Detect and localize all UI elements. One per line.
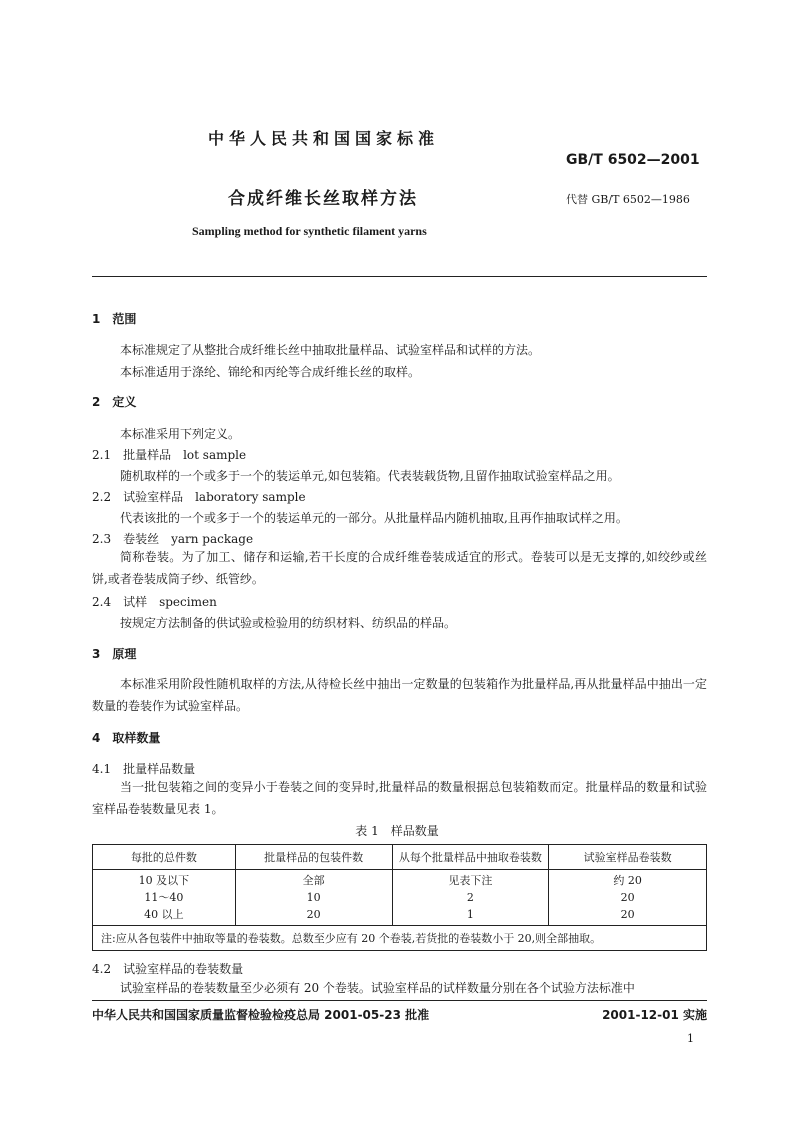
table-note-row: [93, 926, 707, 951]
table-header-row: [93, 845, 707, 870]
table-cell: 1: [466, 908, 474, 921]
table-cell: 10: [306, 891, 321, 904]
header-rule: [92, 276, 707, 277]
table-cell: 20: [620, 891, 635, 904]
definition-2-4-text: 按规定方法制备的供试验或检验用的纺织材料、纺织品的样品。: [120, 616, 457, 630]
table-cell: 2: [466, 891, 474, 904]
table-header-cell: 从每个批量样品中抽取卷装数: [392, 845, 549, 870]
sample-quantity-table: [92, 844, 707, 951]
section-3-paragraph: 本标准采用阶段性随机取样的方法,从待检长丝中抽出一定数量的包装箱作为批量样品,再从批量样品中抽出一定数量的卷装作为试验室样品。: [92, 677, 707, 713]
table-column-lot-sample-count: [235, 870, 392, 926]
table-cell: 20: [620, 908, 635, 921]
footer-rule: [92, 1000, 707, 1001]
table-cell: 全部: [302, 874, 325, 887]
table-column-packages-per-lot: [392, 870, 549, 926]
section-4-heading: 4 取样数量: [92, 731, 161, 745]
section-1-heading: 1 范围: [92, 312, 137, 326]
table-row: [93, 870, 707, 926]
definition-2-2-term: 2.2 试验室样品 laboratory sample: [92, 490, 306, 504]
subsection-4-2-paragraph: 试验室样品的卷装数量至少必须有 20 个卷装。试验室样品的试样数量分别在各个试验方法标准中: [120, 981, 635, 995]
standard-code: GB/T 6502—2001: [566, 152, 700, 168]
table-header-cell: 批量样品的包装件数: [235, 845, 392, 870]
definition-2-3-text: 简称卷装。为了加工、储存和运输,若干长度的合成纤维卷装成适宜的形式。卷装可以是无支撑的,如绞纱或丝饼,或者卷装成筒子纱、纸管纱。: [92, 550, 707, 586]
table-header-cell: 试验室样品卷装数: [549, 845, 707, 870]
table-cell: 40 以上: [144, 908, 184, 921]
table-cell: 约 20: [613, 874, 642, 887]
page-number: 1: [687, 1032, 694, 1045]
section-1-paragraph-1: 本标准规定了从整批合成纤维长丝中抽取批量样品、试验室样品和试样的方法。: [120, 343, 541, 357]
table-cell: 见表下注: [448, 874, 493, 887]
issuing-organization: 中华人民共和国国家标准: [208, 129, 440, 148]
definition-2-1-term: 2.1 批量样品 lot sample: [92, 448, 247, 462]
subsection-4-2-heading: 4.2 试验室样品的卷装数量: [92, 962, 244, 976]
table-1-caption: 表 1 样品数量: [355, 824, 439, 838]
section-2-heading: 2 定义: [92, 395, 137, 409]
approval-line: 中华人民共和国国家质量监督检验检疫总局 2001-05-23 批准: [92, 1008, 430, 1022]
table-cell: 10 及以下: [138, 874, 190, 887]
definition-2-4-term: 2.4 试样 specimen: [92, 595, 217, 609]
subsection-4-1-paragraph: 当一批包装箱之间的变异小于卷装之间的变异时,批量样品的数量根据总包装箱数而定。批量样品的数量和试验室样品卷装数量见表 1。: [92, 780, 707, 816]
english-title: Sampling method for synthetic filament yarns: [192, 224, 427, 238]
effective-date: 2001-12-01 实施: [602, 1008, 707, 1022]
section-2-intro: 本标准采用下列定义。: [120, 427, 241, 441]
definition-2-1-text: 随机取样的一个或多于一个的装运单元,如包装箱。代表装载货物,且留作抽取试验室样品之用。: [120, 469, 620, 483]
section-3-heading: 3 原理: [92, 647, 137, 661]
definition-2-3-term: 2.3 卷装丝 yarn package: [92, 532, 254, 546]
table-note: 注:应从各包装件中抽取等量的卷装数。总数至少应有 20 个卷装,若货批的卷装数小于 20,则全部抽取。: [93, 926, 707, 951]
definition-2-2-text: 代表该批的一个或多于一个的装运单元的一部分。从批量样品内随机抽取,且再作抽取试样之用。: [120, 511, 628, 525]
table-cell: 11～40: [144, 891, 184, 904]
table-column-total-lots: [93, 870, 236, 926]
table-cell: 20: [306, 908, 321, 921]
document-title: 合成纤维长丝取样方法: [228, 189, 418, 209]
table-header-cell: 每批的总件数: [93, 845, 236, 870]
section-1-paragraph-2: 本标准适用于涤纶、锦纶和丙纶等合成纤维长丝的取样。: [120, 365, 421, 379]
subsection-4-1-heading: 4.1 批量样品数量: [92, 762, 196, 776]
table-column-lab-sample-count: [549, 870, 707, 926]
replaces-note: 代替 GB/T 6502—1986: [566, 193, 690, 206]
